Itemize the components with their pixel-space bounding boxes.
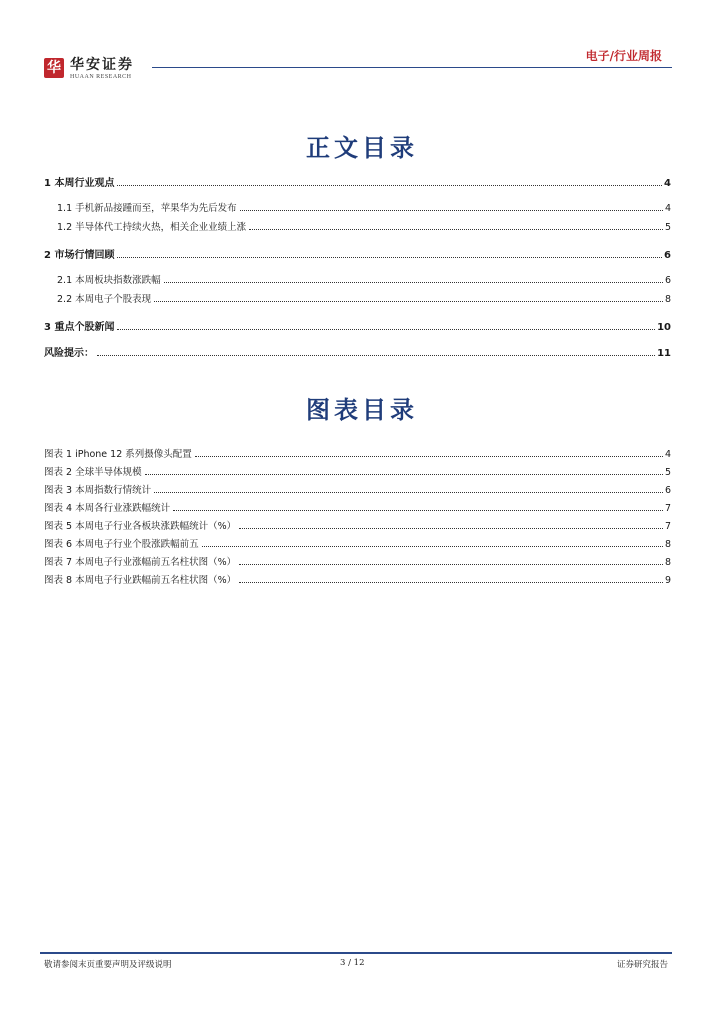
figure-entry-label: 图表 1 iPhone 12 系列摄像头配置 — [44, 449, 192, 460]
toc-entry[interactable] — [44, 344, 671, 359]
figure-entry-page: 5 — [664, 467, 671, 478]
dot-leader — [173, 509, 663, 511]
toc-entry[interactable] — [44, 200, 671, 214]
figure-entry-page: 9 — [664, 575, 671, 586]
toc-entry-page: 4 — [664, 178, 671, 189]
dot-leader — [117, 184, 662, 186]
page-header — [40, 44, 672, 84]
dot-leader — [154, 491, 663, 493]
toc-entry-label: 1 本周行业观点 — [44, 178, 115, 189]
toc-entry[interactable] — [44, 219, 671, 233]
footer-divider — [40, 952, 672, 954]
logo-chinese-name: 华安证券 — [70, 57, 134, 73]
contents-title: 正文目录 — [306, 133, 418, 162]
figure-entry-label: 图表 3 本周指数行情统计 — [44, 485, 152, 496]
dot-leader — [97, 354, 655, 356]
toc-entry-label: 2.2 本周电子个股表现 — [57, 294, 152, 305]
toc-entry-page: 5 — [664, 222, 671, 233]
toc-entry[interactable] — [44, 318, 671, 333]
toc-entry-page: 6 — [664, 250, 671, 261]
figure-entry-label: 图表 7 本周电子行业涨幅前五名柱状图（%） — [44, 557, 237, 568]
toc-entry-label: 1.1 手机新品接踵而至，苹果华为先后发布 — [57, 203, 237, 214]
figure-entry-page: 7 — [664, 503, 671, 514]
toc-entry-page: 4 — [664, 203, 671, 214]
toc-entry-label: 3 重点个股新闻 — [44, 322, 115, 333]
report-type-label: 电子/行业周报 — [585, 49, 662, 63]
toc-entry[interactable] — [44, 291, 671, 305]
footer-disclaimer: 敬请参阅末页重要声明及评级说明 — [44, 960, 172, 970]
figure-entry-label: 图表 5 本周电子行业各板块涨跌幅统计（%） — [44, 521, 237, 532]
dot-leader — [249, 228, 663, 230]
toc-entry-page: 6 — [664, 275, 671, 286]
dot-leader — [202, 545, 663, 547]
toc-entry-label: 2 市场行情回顾 — [44, 250, 115, 261]
dot-leader — [145, 473, 663, 475]
figure-entry-page: 8 — [664, 539, 671, 550]
figure-entry-label: 图表 2 全球半导体规模 — [44, 467, 142, 478]
header-divider — [152, 67, 672, 68]
toc-entry-page: 11 — [657, 348, 671, 359]
logo-mark-icon: 华 — [44, 58, 64, 78]
figure-entry[interactable] — [44, 536, 671, 550]
page-number: 3 / 12 — [340, 958, 365, 968]
toc-entry-page: 10 — [657, 322, 671, 333]
figure-entry[interactable] — [44, 500, 671, 514]
dot-leader — [195, 455, 663, 457]
toc-entry-label: 2.1 本周板块指数涨跌幅 — [57, 275, 161, 286]
figure-entry[interactable] — [44, 572, 671, 586]
figure-entry[interactable] — [44, 554, 671, 568]
toc-entry[interactable] — [44, 272, 671, 286]
dot-leader — [164, 281, 663, 283]
figure-entry-label: 图表 4 本周各行业涨跌幅统计 — [44, 503, 171, 514]
figure-entry-page: 7 — [664, 521, 671, 532]
figures-title: 图表目录 — [306, 395, 418, 424]
toc-entry-page: 8 — [664, 294, 671, 305]
dot-leader — [239, 527, 663, 529]
figure-entry-label: 图表 8 本周电子行业跌幅前五名柱状图（%） — [44, 575, 237, 586]
logo-english-name: HUAAN RESEARCH — [70, 74, 132, 80]
dot-leader — [240, 209, 663, 211]
figure-entry-label: 图表 6 本周电子行业个股涨跌幅前五 — [44, 539, 199, 550]
company-logo — [44, 58, 134, 80]
toc-entry[interactable] — [44, 174, 671, 189]
figure-entry-page: 4 — [664, 449, 671, 460]
dot-leader — [117, 328, 655, 330]
toc-entry[interactable] — [44, 246, 671, 261]
dot-leader — [239, 563, 663, 565]
figure-entry[interactable] — [44, 446, 671, 460]
dot-leader — [154, 300, 663, 302]
dot-leader — [239, 581, 663, 583]
figure-entry[interactable] — [44, 518, 671, 532]
toc-entry-label: 1.2 半导体代工持续火热，相关企业业绩上涨 — [57, 222, 247, 233]
dot-leader — [117, 256, 662, 258]
figure-entry-page: 6 — [664, 485, 671, 496]
footer-doc-type: 证券研究报告 — [616, 960, 668, 970]
figure-entry-page: 8 — [664, 557, 671, 568]
figure-entry[interactable] — [44, 464, 671, 478]
toc-entry-label: 风险提示： — [44, 348, 94, 359]
figure-entry[interactable] — [44, 482, 671, 496]
